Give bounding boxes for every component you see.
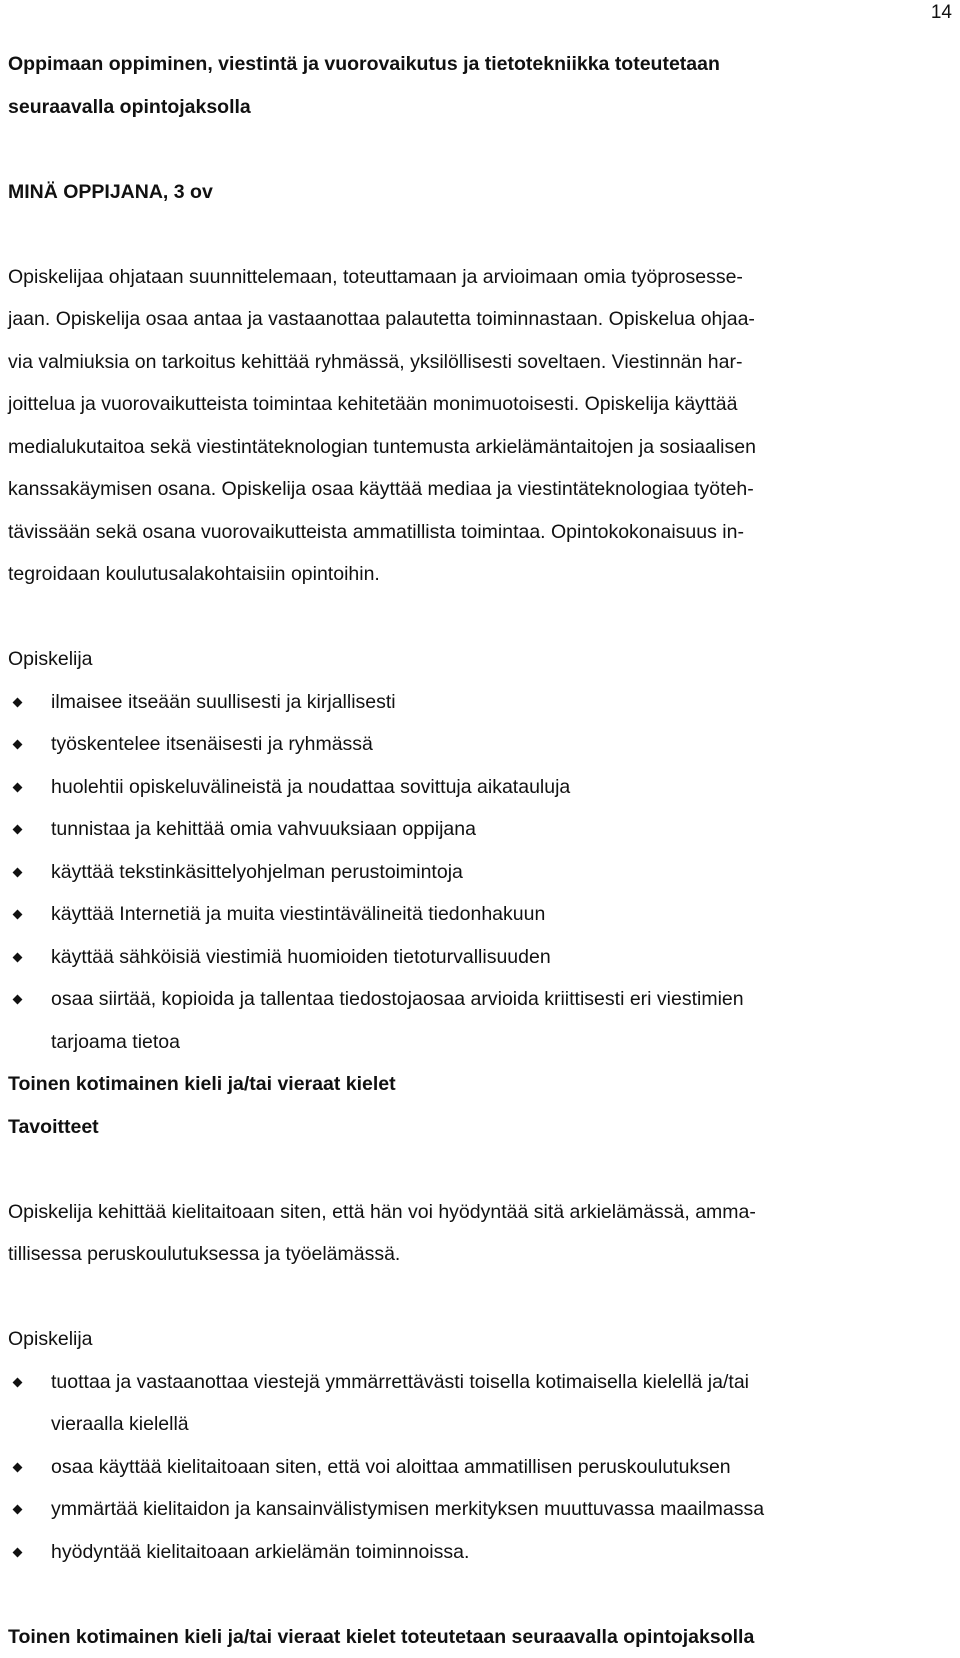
list-item-text: osaa siirtää, kopioida ja tallentaa tiedostojaosaa arvioida kriittisesti eri viestimien xyxy=(51,978,956,1021)
diamond-bullet-icon xyxy=(13,782,23,792)
list-item xyxy=(8,766,956,809)
page-content xyxy=(8,43,956,1658)
heading-line: Oppimaan oppiminen, viestintä ja vuorovaikutus ja tietotekniikka toteutetaan xyxy=(8,43,956,86)
list-item-text: ilmaisee itseään suullisesti ja kirjallisesti xyxy=(51,681,956,724)
spacer xyxy=(8,1148,956,1191)
diamond-bullet-icon xyxy=(13,740,23,750)
diamond-bullet-icon xyxy=(13,1547,23,1557)
paragraph-line: kanssakäymisen osana. Opiskelija osaa käyttää mediaa ja viestintäteknologiaa työteh- xyxy=(8,468,956,511)
paragraph-line: jaan. Opiskelija osaa antaa ja vastaanottaa palautetta toiminnastaan. Opiskelua ohjaa- xyxy=(8,298,956,341)
paragraph-line: via valmiuksia on tarkoitus kehittää ryhmässä, yksilöllisesti soveltaen. Viestinnän har- xyxy=(8,341,956,384)
diamond-bullet-icon xyxy=(13,1377,23,1387)
list-item xyxy=(8,1361,956,1446)
intro-paragraph xyxy=(8,256,956,596)
list-intro-label: Opiskelija xyxy=(8,638,956,681)
list-item-text: tarjoama tietoa xyxy=(51,1021,956,1064)
spacer xyxy=(8,1276,956,1319)
paragraph-line: Opiskelijaa ohjataan suunnittelemaan, toteuttamaan ja arvioimaan omia työprosesse- xyxy=(8,256,956,299)
list-item-text: hyödyntää kielitaitoaan arkielämän toiminnoissa. xyxy=(51,1531,956,1574)
page-number: 14 xyxy=(931,3,952,23)
list-item-text: tunnistaa ja kehittää omia vahvuuksiaan oppijana xyxy=(51,808,956,851)
spacer xyxy=(8,128,956,171)
diamond-bullet-icon xyxy=(13,1505,23,1515)
list-item xyxy=(8,978,956,1063)
language-skills-list xyxy=(8,1361,956,1574)
paragraph-line: tävissään sekä osana vuorovaikutteista ammatillista toimintaa. Opintokokonaisuus in- xyxy=(8,511,956,554)
subsection-heading: Tavoitteet xyxy=(8,1106,956,1149)
paragraph-line: medialukutaitoa sekä viestintäteknologian tuntemusta arkielämäntaitojen ja sosiaalisen xyxy=(8,426,956,469)
diamond-bullet-icon xyxy=(13,1462,23,1472)
paragraph-line: joittelua ja vuorovaikutteista toimintaa kehitetään monimuotoisesti. Opiskelija käyttää xyxy=(8,383,956,426)
list-item-text: osaa käyttää kielitaitoaan siten, että voi aloittaa ammatillisen peruskoulutuksen xyxy=(51,1446,956,1489)
spacer xyxy=(8,213,956,256)
list-item xyxy=(8,936,956,979)
diamond-bullet-icon xyxy=(13,952,23,962)
course-title: MINÄ OPPIJANA, 3 ov xyxy=(8,171,956,214)
heading-line: seuraavalla opintojaksolla xyxy=(8,86,956,129)
goal-paragraph xyxy=(8,1191,956,1276)
list-item xyxy=(8,1531,956,1574)
paragraph-line: tegroidaan koulutusalakohtaisiin opintoihin. xyxy=(8,553,956,596)
list-intro-label: Opiskelija xyxy=(8,1318,956,1361)
list-item xyxy=(8,723,956,766)
list-item xyxy=(8,851,956,894)
list-item-text: ymmärtää kielitaidon ja kansainvälistymisen merkityksen muuttuvassa maailmassa xyxy=(51,1488,956,1531)
diamond-bullet-icon xyxy=(13,825,23,835)
list-item-text: käyttää sähköisiä viestimiä huomioiden tietoturvallisuuden xyxy=(51,936,956,979)
diamond-bullet-icon xyxy=(13,910,23,920)
list-item xyxy=(8,1446,956,1489)
diamond-bullet-icon xyxy=(13,995,23,1005)
diamond-bullet-icon xyxy=(13,867,23,877)
diamond-bullet-icon xyxy=(13,697,23,707)
list-item xyxy=(8,808,956,851)
list-item-text: tuottaa ja vastaanottaa viestejä ymmärrettävästi toisella kotimaisella kielellä ja/tai xyxy=(51,1361,956,1404)
section-heading xyxy=(8,43,956,128)
list-item xyxy=(8,893,956,936)
list-item-text: huolehtii opiskeluvälineistä ja noudattaa sovittuja aikatauluja xyxy=(51,766,956,809)
spacer xyxy=(8,596,956,639)
list-item xyxy=(8,681,956,724)
paragraph-line: Opiskelija kehittää kielitaitoaan siten, että hän voi hyödyntää sitä arkielämässä, amma- xyxy=(8,1191,956,1234)
section-heading: Toinen kotimainen kieli ja/tai vieraat kielet xyxy=(8,1063,956,1106)
paragraph-line: tillisessa peruskoulutuksessa ja työelämässä. xyxy=(8,1233,956,1276)
skills-list xyxy=(8,681,956,1064)
list-item-text: käyttää Internetiä ja muita viestintävälineitä tiedonhakuun xyxy=(51,893,956,936)
list-item-text: vieraalla kielellä xyxy=(51,1403,956,1446)
list-item-text: työskentelee itsenäisesti ja ryhmässä xyxy=(51,723,956,766)
section-heading: Toinen kotimainen kieli ja/tai vieraat kielet toteutetaan seuraavalla opintojaksolla xyxy=(8,1616,956,1658)
list-item-text: käyttää tekstinkäsittelyohjelman perustoimintoja xyxy=(51,851,956,894)
spacer xyxy=(8,1573,956,1616)
list-item xyxy=(8,1488,956,1531)
